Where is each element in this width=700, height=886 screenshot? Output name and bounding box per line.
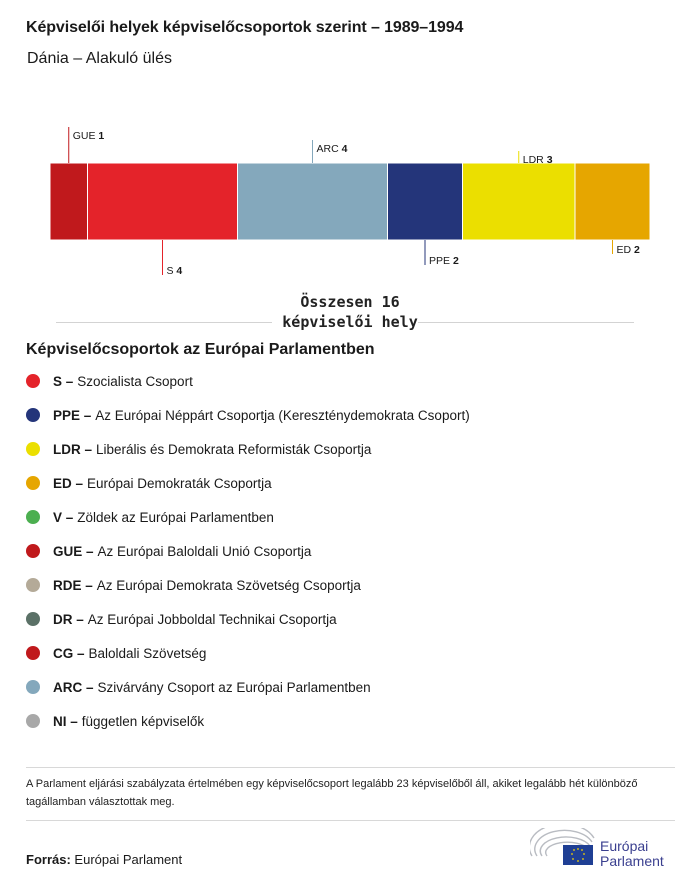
legend-label: Az Európai Néppárt Csoportja (Kereszténydemokrata Csoport) [95,407,470,423]
source-value: Európai Parlament [74,852,183,867]
legend-code: ARC – [53,679,94,695]
legend-title: Képviselőcsoportok az Európai Parlamentben [26,341,375,358]
legend-dot-icon [26,544,40,558]
legend-label: független képviselők [81,713,205,729]
bar-segment-gue [50,163,88,240]
legend-label: Zöldek az Európai Parlamentben [77,509,274,525]
legend-label: Liberális és Demokrata Reformisták Csoportja [96,441,372,457]
legend-dot-icon [26,714,40,728]
legend-dot-icon [26,680,40,694]
legend-code: GUE – [53,543,94,559]
legend-item [26,364,470,398]
legend-dot-icon [26,578,40,592]
legend-dot-icon [26,646,40,660]
legend-code: NI – [53,713,78,729]
legend-item [26,466,470,500]
footer-divider-top [26,767,675,768]
source [26,852,182,867]
legend [26,364,470,738]
legend-item [26,704,470,738]
legend-dot-icon [26,442,40,456]
legend-dot-icon [26,612,40,626]
legend-label: Az Európai Jobboldal Technikai Csoportja [87,611,337,627]
legend-label: Szivárvány Csoport az Európai Parlamentben [97,679,371,695]
legend-code: PPE – [53,407,92,423]
logo-line1: Európai [600,838,649,854]
data-label-ldr: LDR 3 [522,154,553,166]
legend-item [26,602,470,636]
legend-label: Európai Demokraták Csoportja [87,475,272,491]
legend-code: S – [53,373,74,389]
legend-code: RDE – [53,577,93,593]
eu-flag-icon [563,845,593,865]
data-label-s: S 4 [166,265,183,277]
total-divider-right [418,322,634,323]
legend-label: Baloldali Szövetség [88,645,207,661]
legend-item [26,398,470,432]
european-parliament-logo [530,828,680,872]
bar-segment-s [88,163,238,240]
legend-item [26,534,470,568]
legend-label: Az Európai Demokrata Szövetség Csoportja [96,577,361,593]
bar-segment-ppe [388,163,463,240]
legend-label: Szocialista Csoport [77,373,193,389]
source-label: Forrás: [26,852,71,867]
bar-segment-ldr [463,163,576,240]
legend-dot-icon [26,374,40,388]
logo-line2: Parlament [600,853,664,869]
data-label-ed: ED 2 [616,244,640,256]
data-label-gue: GUE 1 [72,130,105,142]
bar-segment-ed [575,163,650,240]
legend-dot-icon [26,476,40,490]
legend-code: LDR – [53,441,93,457]
chart-subtitle: Dánia – Alakuló ülés [27,50,172,67]
legend-item [26,568,470,602]
legend-item [26,432,470,466]
seat-bar-chart [0,110,700,280]
chart-title: Képviselői helyek képviselőcsoportok szerint – 1989–1994 [26,19,464,36]
legend-dot-icon [26,510,40,524]
data-label-arc: ARC 4 [316,143,348,155]
total-divider-left [56,322,272,323]
total-seats-label: Összesen 16 képviselői hely [282,293,418,331]
footer-divider-bottom [26,820,675,821]
legend-code: DR – [53,611,84,627]
legend-label: Az Európai Baloldali Unió Csoportja [97,543,312,559]
legend-code: ED – [53,475,84,491]
data-label-ppe: PPE 2 [429,255,459,267]
legend-code: V – [53,509,74,525]
legend-item [26,636,470,670]
bar-segment-arc [238,163,388,240]
legend-dot-icon [26,408,40,422]
footnote: A Parlament eljárási szabályzata értelmében egy képviselőcsoport legalább 23 képviselőből áll, akiket legalább hét különböző tagállamban választottak meg. [26,778,638,808]
legend-item [26,670,470,704]
legend-item [26,500,470,534]
legend-code: CG – [53,645,85,661]
